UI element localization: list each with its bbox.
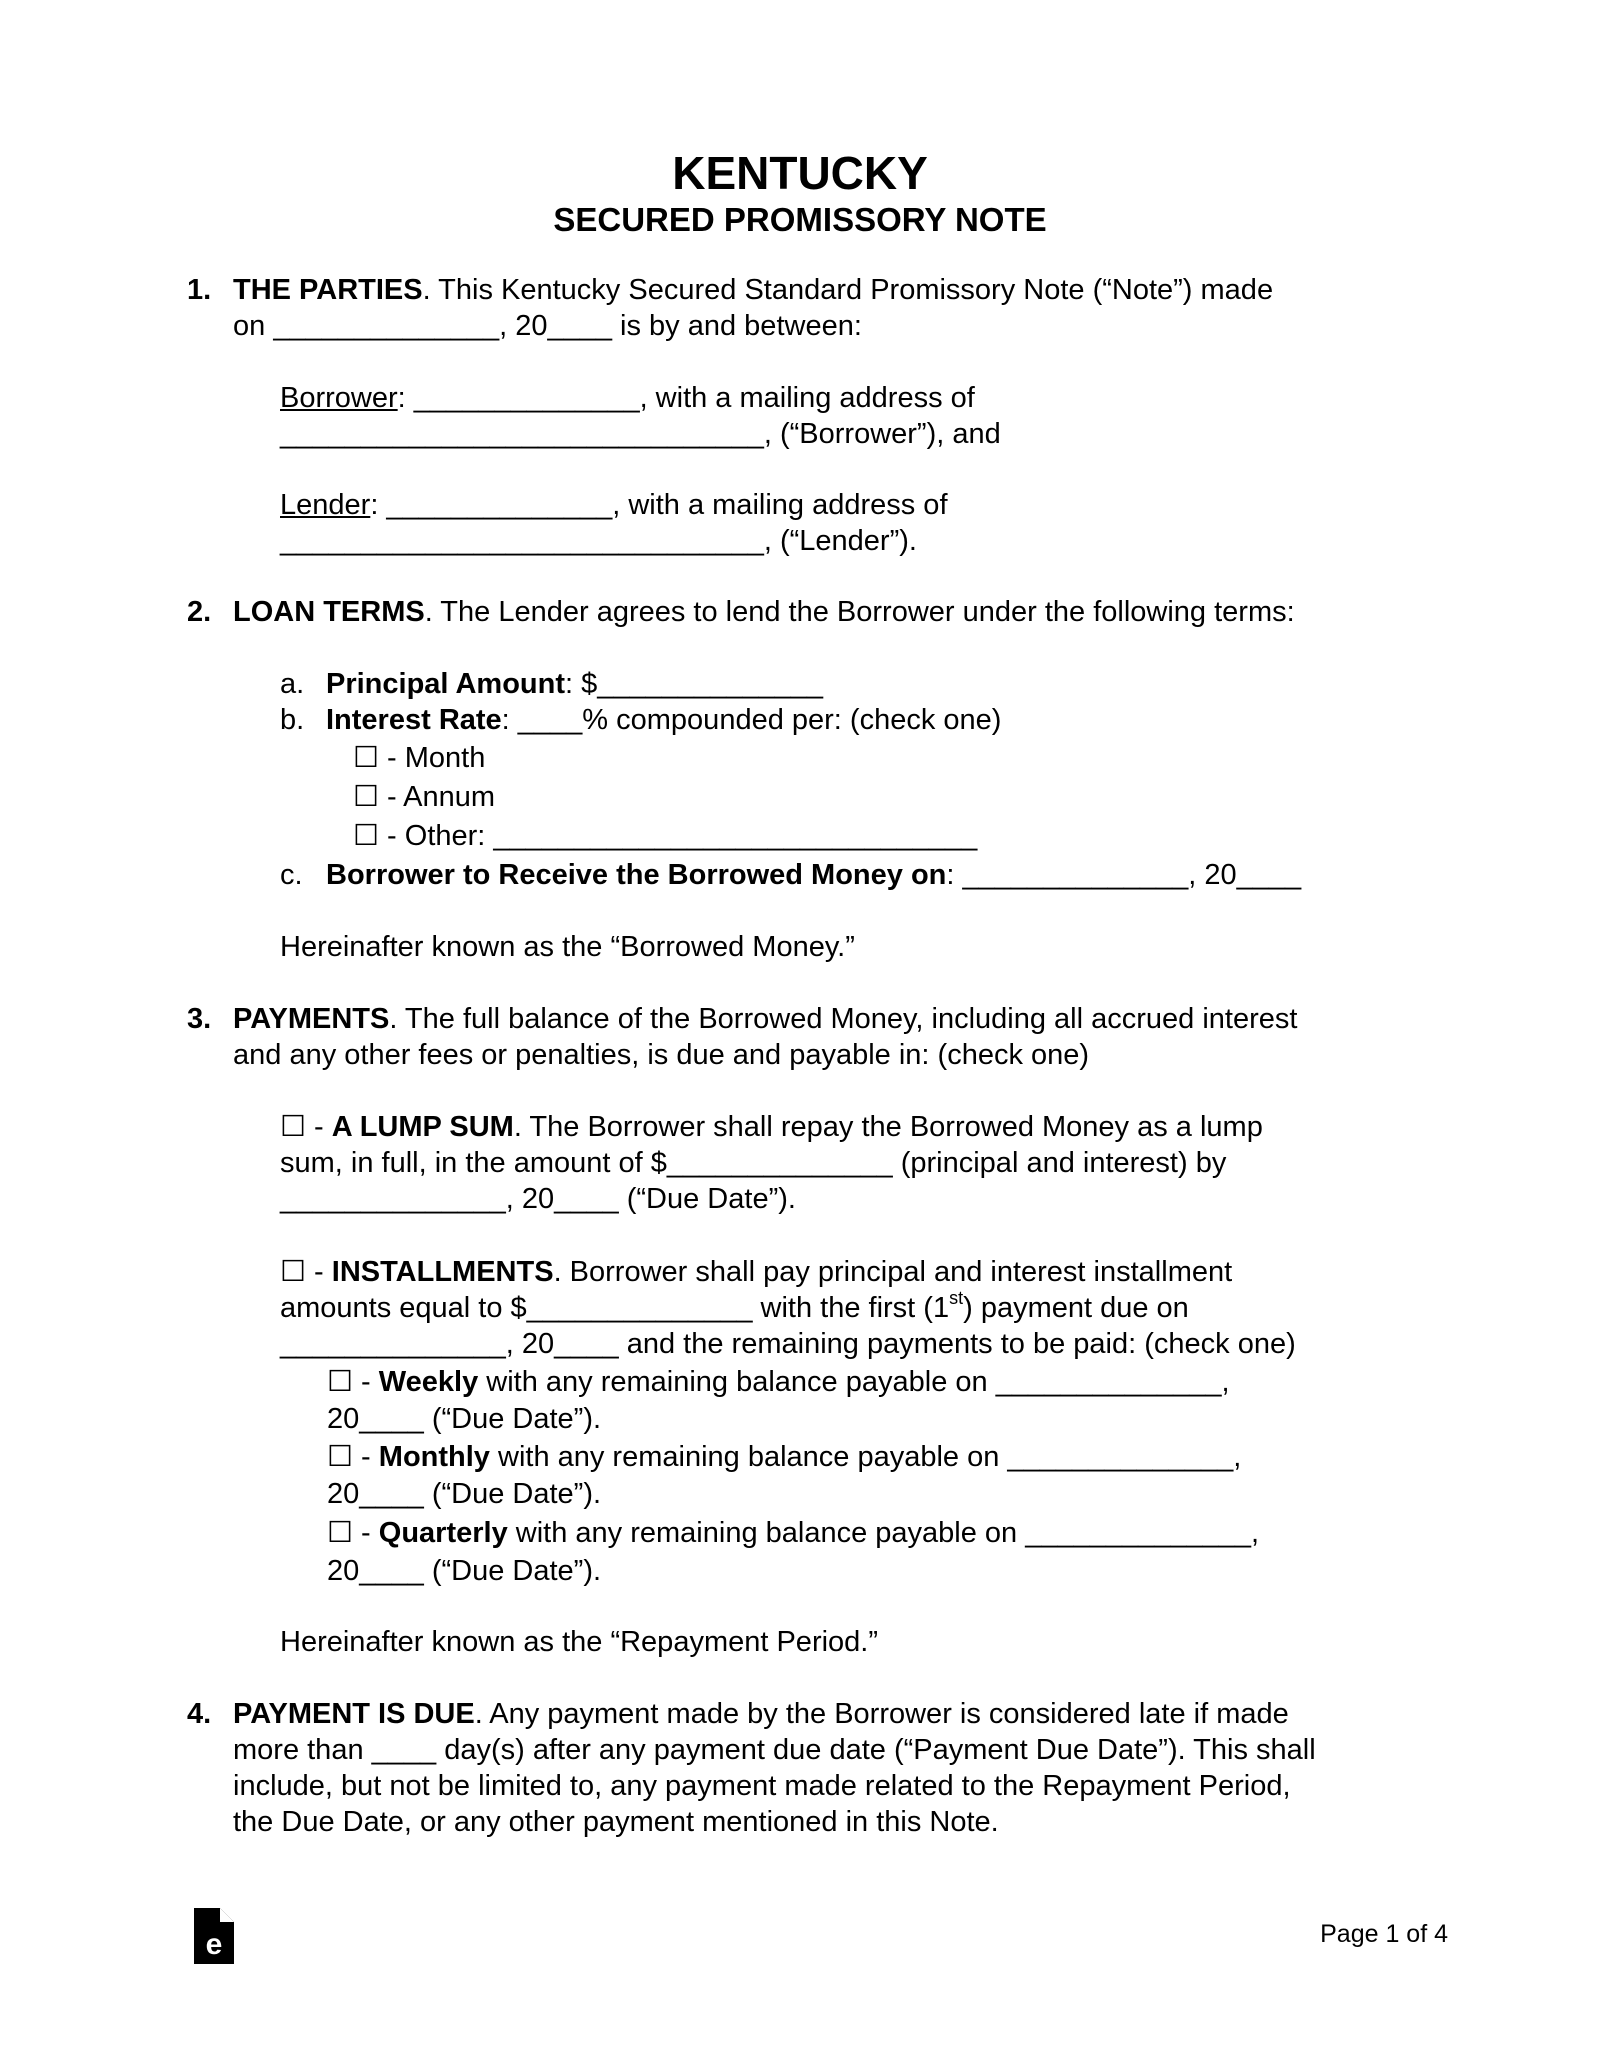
document-subtitle: SECURED PROMISSORY NOTE xyxy=(553,201,1047,238)
svg-text:e: e xyxy=(205,1928,223,1961)
term-c-receive-date: Borrower to Receive the Borrowed Money on: ______________, 20____ xyxy=(326,859,1302,891)
section-3-line-1: PAYMENTS. The full balance of the Borrowed Money, including all accrued interest xyxy=(233,1003,1298,1035)
installments-line-3: ______________, 20____ and the remaining payments to be paid: (check one) xyxy=(280,1328,1296,1360)
monthly-line-2: 20____ (“Due Date”). xyxy=(327,1478,602,1510)
term-b-prefix: b. xyxy=(280,704,305,736)
checkbox-quarterly[interactable]: ☐ - xyxy=(327,1517,379,1549)
section-1-heading: THE PARTIES xyxy=(233,274,423,306)
checkbox-month[interactable]: ☐ - Month xyxy=(353,742,486,774)
checkbox-lump-sum[interactable]: ☐ - xyxy=(280,1111,332,1143)
borrower-label: Borrower xyxy=(280,382,398,414)
repayment-period-note: Hereinafter known as the “Repayment Period.” xyxy=(280,1626,879,1658)
page-number: Page 1 of 4 xyxy=(1320,1920,1448,1948)
lump-sum-line-1[interactable]: ☐ - A LUMP SUM. The Borrower shall repay the Borrowed Money as a lump xyxy=(280,1111,1263,1143)
quarterly-line-1[interactable]: ☐ - Quarterly with any remaining balance payable on ______________, xyxy=(327,1517,1260,1549)
lump-sum-line-3: ______________, 20____ (“Due Date”). xyxy=(280,1183,796,1215)
section-4-line-1: PAYMENT IS DUE. Any payment made by the Borrower is considered late if made xyxy=(233,1698,1289,1730)
borrowed-money-note: Hereinafter known as the “Borrowed Money.” xyxy=(280,931,855,963)
term-a-prefix: a. xyxy=(280,668,305,700)
section-3-line-2: and any other fees or penalties, is due and payable in: (check one) xyxy=(233,1039,1090,1071)
lender-line-1: Lender: ______________, with a mailing address of xyxy=(280,489,948,521)
lender-label: Lender xyxy=(280,489,371,521)
checkbox-annum[interactable]: ☐ - Annum xyxy=(353,781,496,813)
borrower-line-2: ______________________________, (“Borrower”), and xyxy=(280,418,1001,450)
term-b-interest: Interest Rate: ____% compounded per: (check one) xyxy=(326,704,1002,736)
section-3-number: 3. xyxy=(187,1003,212,1035)
section-4-line-3: include, but not be limited to, any payment made related to the Repayment Period, xyxy=(233,1770,1291,1802)
section-3-heading: PAYMENTS xyxy=(233,1003,390,1035)
weekly-line-2: 20____ (“Due Date”). xyxy=(327,1403,602,1435)
installments-line-1[interactable]: ☐ - INSTALLMENTS. Borrower shall pay principal and interest installment xyxy=(280,1256,1233,1288)
document-title: KENTUCKY xyxy=(672,147,928,199)
section-2-number: 2. xyxy=(187,596,212,628)
term-a-principal: Principal Amount: $______________ xyxy=(326,668,824,700)
lump-sum-line-2: sum, in full, in the amount of $______________ (principal and interest) by xyxy=(280,1147,1227,1179)
monthly-line-1[interactable]: ☐ - Monthly with any remaining balance payable on ______________, xyxy=(327,1441,1242,1473)
section-4-number: 4. xyxy=(187,1698,212,1730)
weekly-line-1[interactable]: ☐ - Weekly with any remaining balance payable on ______________, xyxy=(327,1366,1230,1398)
section-2-heading: LOAN TERMS xyxy=(233,596,425,628)
checkbox-installments[interactable]: ☐ - xyxy=(280,1256,332,1288)
section-4-line-4: the Due Date, or any other payment mentioned in this Note. xyxy=(233,1806,999,1838)
section-4-heading: PAYMENT IS DUE xyxy=(233,1698,475,1730)
section-2-line-1: LOAN TERMS. The Lender agrees to lend the Borrower under the following terms: xyxy=(233,596,1295,628)
checkbox-monthly[interactable]: ☐ - xyxy=(327,1441,379,1473)
section-1-line-1: THE PARTIES. This Kentucky Secured Standard Promissory Note (“Note”) made xyxy=(233,274,1274,306)
installments-line-2: amounts equal to $______________ with the first (1st) payment due on xyxy=(280,1288,1189,1324)
eforms-logo-icon xyxy=(194,1908,234,1964)
borrower-line-1: Borrower: ______________, with a mailing address of xyxy=(280,382,975,414)
checkbox-weekly[interactable]: ☐ - xyxy=(327,1366,379,1398)
term-c-prefix: c. xyxy=(280,859,303,891)
section-1-line-2: on ______________, 20____ is by and between: xyxy=(233,310,862,342)
quarterly-line-2: 20____ (“Due Date”). xyxy=(327,1555,602,1587)
section-1-number: 1. xyxy=(187,274,212,306)
lender-line-2: ______________________________, (“Lender”). xyxy=(280,525,917,557)
checkbox-other[interactable]: ☐ - Other: ______________________________ xyxy=(353,820,978,852)
section-4-line-2: more than ____ day(s) after any payment due date (“Payment Due Date”). This shall xyxy=(233,1734,1316,1766)
